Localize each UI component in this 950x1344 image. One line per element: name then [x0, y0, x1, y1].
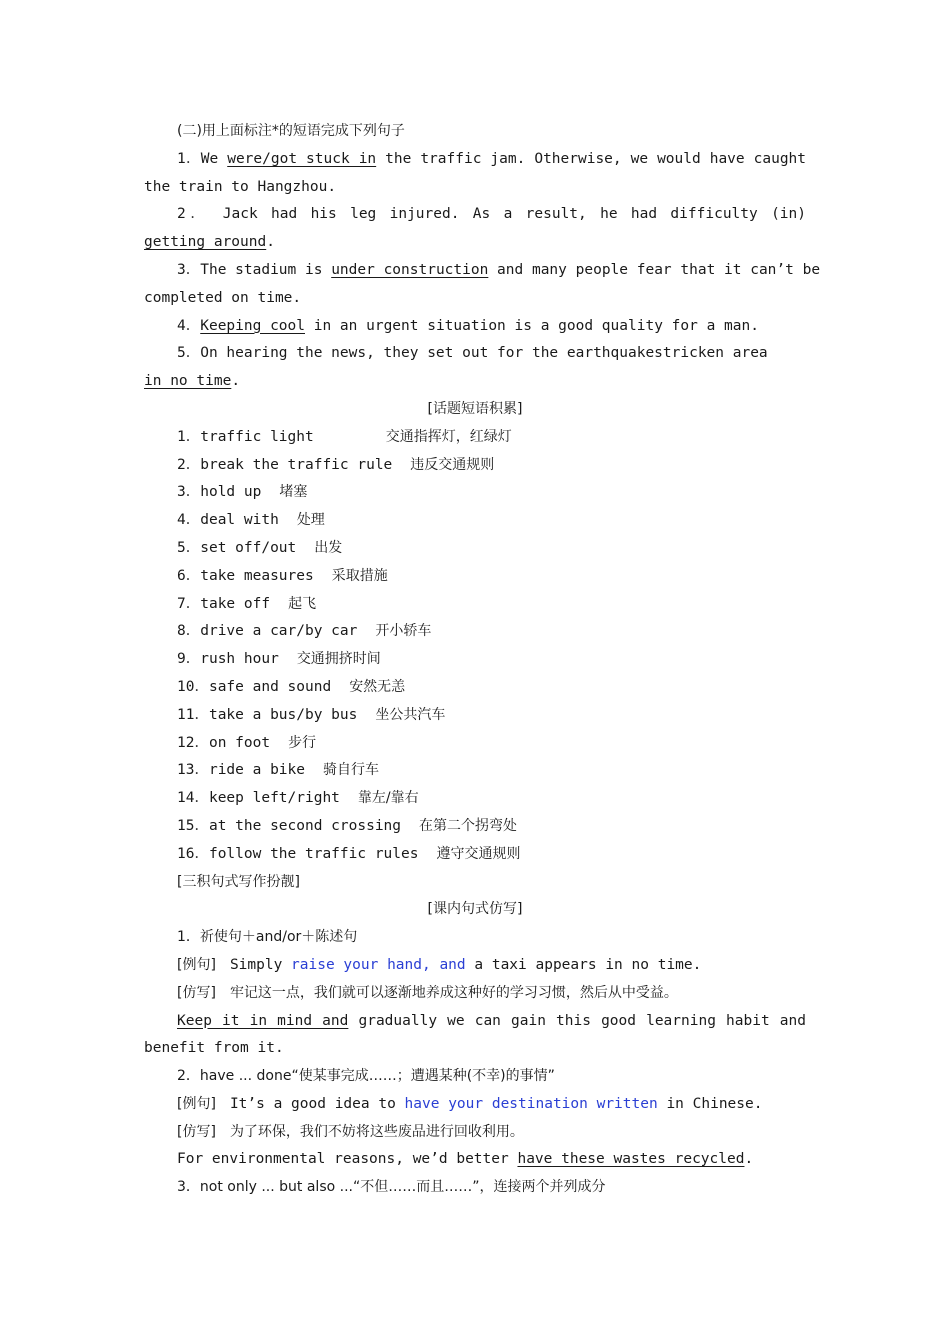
phrase-item: 16．follow the traffic rules 遵守交通规则	[177, 845, 521, 862]
imitation-answer-cont: benefit from it.	[144, 1040, 284, 1057]
pattern-title: 1．祈使句＋and/or＋陈述句	[177, 929, 358, 946]
example-sentence: [例句] It’s a good idea to have your destination written in Chinese.	[177, 1095, 763, 1112]
phrase-item: 13．ride a bike 骑自行车	[177, 762, 379, 779]
answer-blank: have these wastes recycled	[517, 1151, 745, 1168]
phrase-item: 9．rush hour 交通拥挤时间	[177, 651, 381, 668]
phrase-item: 4．deal with 处理	[177, 512, 325, 529]
exercise-sentence-5-cont: in no time.	[144, 373, 241, 390]
exercise-sentence-1: 1．We were/got stuck in the traffic jam. Otherwise, we would have caught	[177, 150, 807, 167]
pattern-title: 3．not only ... but also ...“不但……而且……”，连接两个并列成分	[177, 1179, 606, 1196]
highlighted-pattern: have your destination written	[404, 1095, 658, 1112]
section-heading: [三积句式写作扮靓]	[177, 873, 300, 890]
answer-blank: under construction	[331, 261, 489, 278]
phrase-item: 1．traffic light 交通指挥灯，红绿灯	[177, 428, 512, 445]
answer-blank: Keeping cool	[200, 317, 305, 334]
phrase-item: 10．safe and sound 安然无恙	[177, 678, 406, 695]
phrase-item: 14．keep left/right 靠左/靠右	[177, 790, 419, 807]
section-heading: (二)用上面标注*的短语完成下列句子	[177, 123, 405, 139]
exercise-sentence-3-cont: completed on time.	[144, 289, 302, 306]
phrase-item: 6．take measures 采取措施	[177, 567, 388, 584]
document-page	[144, 118, 821, 1202]
answer-blank: getting around	[144, 234, 267, 251]
imitation-answer: Keep it in mind and gradually we can gain this good learning habit and	[177, 1012, 806, 1029]
subsection-heading: [课内句式仿写]	[427, 901, 523, 918]
phrase-item: 2．break the traffic rule 违反交通规则	[177, 456, 495, 473]
imitation-prompt: [仿写] 为了环保，我们不妨将这些废品进行回收利用。	[177, 1123, 524, 1140]
exercise-sentence-2-cont: getting around.	[144, 234, 275, 251]
exercise-sentence-1-cont: the train to Hangzhou.	[144, 178, 337, 195]
phrase-item: 5．set off/out 出发	[177, 539, 343, 556]
exercise-sentence-5: 5．On hearing the news, they set out for the earthquakestricken area	[177, 345, 768, 362]
answer-blank: were/got stuck in	[227, 150, 377, 167]
phrase-item: 8．drive a car/by car 开小轿车	[177, 623, 432, 640]
phrase-item: 15．at the second crossing 在第二个拐弯处	[177, 817, 518, 834]
phrase-list	[144, 424, 806, 869]
exercise-sentence-2: 2． Jack had his leg injured. As a result, he had difficulty (in)	[177, 206, 806, 223]
exercise-sentence-3: 3．The stadium is under construction and many people fear that it can’t be	[177, 261, 821, 278]
phrase-item: 7．take off 起飞	[177, 595, 317, 612]
phrases-heading: [话题短语积累]	[427, 400, 523, 417]
pattern-title: 2．have ... done“使某事完成……；遭遇某种(不幸)的事情”	[177, 1068, 555, 1085]
phrase-item: 12．on foot 步行	[177, 734, 317, 751]
exercise-sentence-4: 4．Keeping cool in an urgent situation is a good quality for a man.	[177, 317, 759, 334]
imitation-answer: For environmental reasons, we’d better have these wastes recycled.	[177, 1151, 754, 1168]
example-sentence: [例句] Simply raise your hand, and a taxi appears in no time.	[177, 956, 702, 973]
phrase-item: 3．hold up 堵塞	[177, 484, 308, 501]
answer-blank: Keep it in mind and	[177, 1012, 349, 1029]
phrase-item: 11．take a bus/by bus 坐公共汽车	[177, 706, 446, 723]
highlighted-pattern: raise your hand, and	[291, 956, 466, 973]
imitation-prompt: [仿写] 牢记这一点，我们就可以逐渐地养成这种好的学习习惯，然后从中受益。	[177, 984, 678, 1001]
answer-blank: in no time	[144, 373, 232, 390]
